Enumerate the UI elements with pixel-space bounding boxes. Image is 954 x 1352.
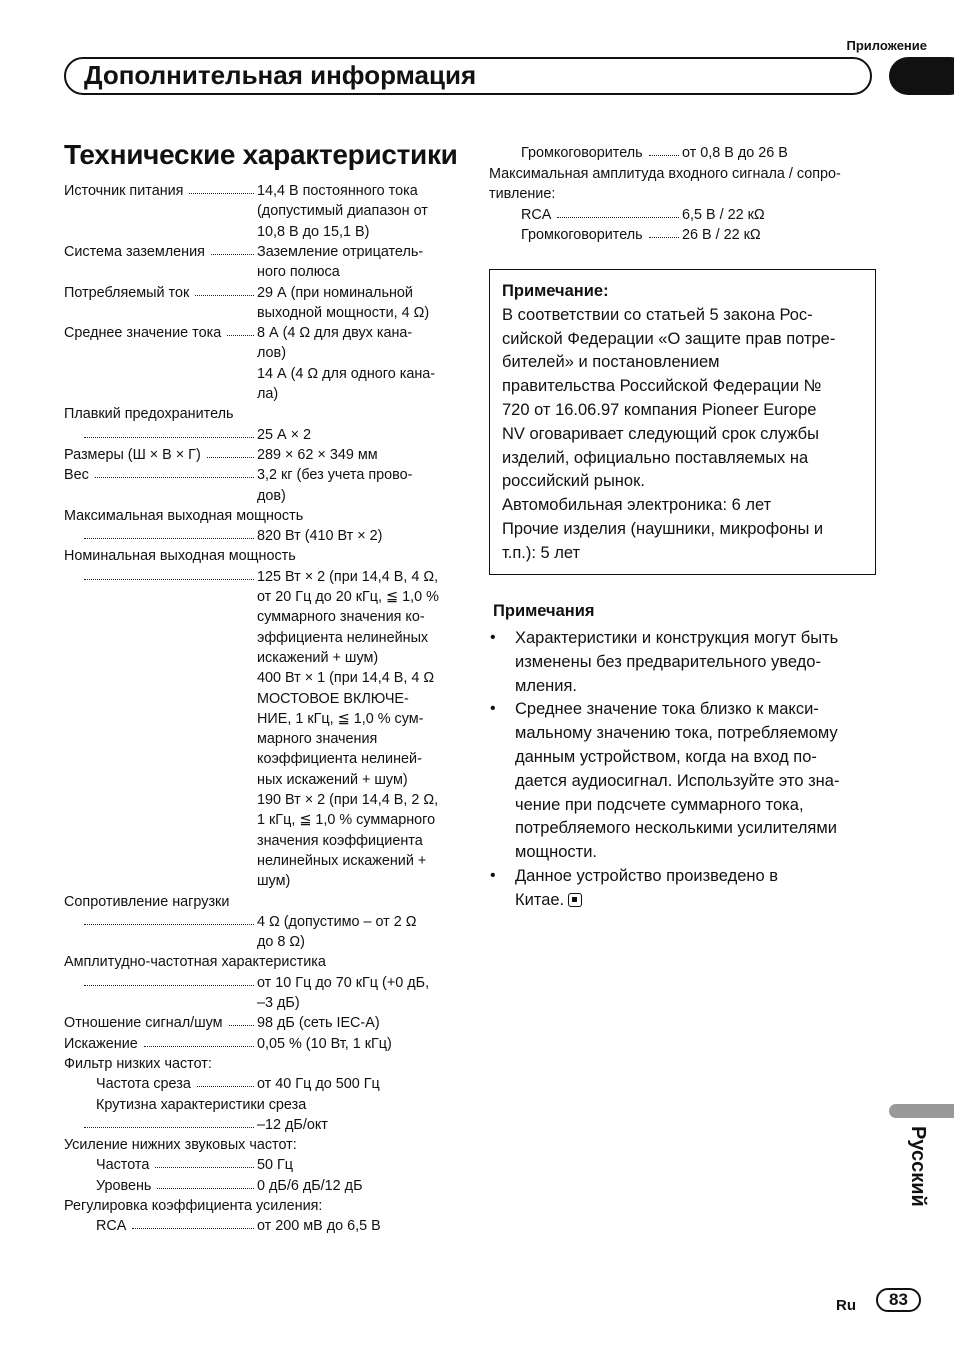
spec-value: 8 А (4 Ω для двух кана- xyxy=(257,325,413,342)
bullet-marker: • xyxy=(490,867,496,884)
spec-row xyxy=(0,993,954,1013)
leader-dots xyxy=(197,1086,254,1087)
spec-label: Уровень xyxy=(96,1177,152,1194)
spec-value: 10,8 В до 15,1 В) xyxy=(257,223,370,240)
bullet-item xyxy=(515,865,875,913)
spec-label: Среднее значение тока xyxy=(64,325,222,342)
note-text xyxy=(502,304,864,566)
specifications-title: Технические характеристики xyxy=(64,139,458,170)
note-line: т.п.): 5 лет xyxy=(502,543,581,562)
bullet-marker: • xyxy=(490,629,496,646)
bullet-item xyxy=(515,627,875,698)
spec-value: до 8 Ω) xyxy=(257,934,305,951)
spec-value: 4 Ω (допустимо – от 2 Ω xyxy=(257,913,417,930)
leader-dots xyxy=(84,924,254,925)
spec-label: Громкоговоритель xyxy=(521,145,643,161)
spec-label: Амплитудно-частотная характеристика xyxy=(64,954,326,971)
bullet-line: мощности. xyxy=(515,843,597,862)
note-line: сийской Федерации «О защите прав потре- xyxy=(502,329,836,348)
leader-dots xyxy=(95,477,254,478)
spec-value: МОСТОВОЕ ВКЛЮЧЕ- xyxy=(257,690,409,707)
spec-label: Частота среза xyxy=(96,1076,191,1093)
spec-value: 820 Вт (410 Вт × 2) xyxy=(257,528,383,545)
spec-row xyxy=(0,587,954,607)
note-line: российский рынок. xyxy=(502,472,645,491)
spec-label: Система заземления xyxy=(64,243,205,260)
spec-value: 29 А (при номинальной xyxy=(257,284,413,301)
note-line: Автомобильная электроника: 6 лет xyxy=(502,496,772,515)
spec-label: RCA xyxy=(521,206,552,223)
spec-label: Максимальная выходная мощность xyxy=(64,507,304,524)
spec-row xyxy=(0,1115,954,1135)
spec-value: дов) xyxy=(257,487,286,504)
spec-value: 289 × 62 × 349 мм xyxy=(257,446,378,463)
leader-dots xyxy=(195,295,254,296)
spec-value: 1 кГц, ≦ 1,0 % суммарного xyxy=(257,812,436,829)
spec-value: 26 В / 22 кΩ xyxy=(682,227,761,243)
bullet-line: Данное устройство произведено в xyxy=(515,867,779,885)
spec-label: Отношение сигнал/шум xyxy=(64,1015,223,1032)
bullet-line: Среднее значение тока близко к макси- xyxy=(515,700,819,719)
spec-row xyxy=(0,1216,954,1236)
spec-row xyxy=(0,143,954,163)
note-line: правительства Российской Федерации № xyxy=(502,377,822,396)
spec-value: –12 дБ/окт xyxy=(257,1116,328,1133)
spec-value: от 200 мВ до 6,5 В xyxy=(257,1218,381,1235)
note-line: В соответствии со статьей 5 закона Рос- xyxy=(502,305,813,324)
spec-value: коэффициента нелиней- xyxy=(257,751,422,768)
spec-value: 125 Вт × 2 (при 14,4 В, 4 Ω, xyxy=(257,568,439,585)
bullet-item xyxy=(515,698,875,865)
bullet-marker: • xyxy=(490,700,496,718)
spec-value: 400 Вт × 1 (при 14,4 В, 4 Ω xyxy=(257,670,435,687)
leader-dots xyxy=(157,1188,254,1189)
spec-value: ных искажений + шум) xyxy=(257,771,408,788)
spec-row xyxy=(0,1054,954,1074)
bullet-line: изменены без предварительного уведо- xyxy=(515,652,821,671)
leader-dots xyxy=(229,1025,254,1026)
spec-label: Громкоговоритель xyxy=(521,227,643,243)
spec-row xyxy=(0,1196,954,1216)
spec-value: 0,05 % (10 Вт, 1 кГц) xyxy=(257,1035,392,1052)
spec-label: Источник питания xyxy=(64,183,184,199)
language-code: Ru xyxy=(836,1297,856,1314)
leader-dots xyxy=(211,254,254,255)
spec-value: Заземление отрицатель- xyxy=(257,243,424,260)
spec-value: значения коэффициента xyxy=(257,832,423,849)
spec-value: от 40 Гц до 500 Гц xyxy=(257,1076,380,1093)
spec-row xyxy=(0,1013,954,1033)
spec-label: Регулировка коэффициента усиления: xyxy=(64,1198,323,1214)
page-number: 83 xyxy=(876,1288,921,1312)
leader-dots xyxy=(84,1127,254,1128)
spec-value: выходной мощности, 4 Ω) xyxy=(257,304,430,321)
spec-label: Искажение xyxy=(64,1035,138,1052)
spec-label: Сопротивление нагрузки xyxy=(64,893,230,910)
spec-label: Плавкий предохранитель xyxy=(64,406,234,423)
spec-value: ла) xyxy=(257,386,279,402)
spec-row xyxy=(0,607,954,627)
spec-label: RCA xyxy=(96,1218,127,1235)
spec-row xyxy=(0,225,954,245)
leader-dots xyxy=(84,579,254,580)
spec-value: –3 дБ) xyxy=(257,995,300,1011)
spec-value: искажений + шум) xyxy=(257,649,379,666)
spec-row xyxy=(0,164,954,184)
spec-row xyxy=(0,952,954,972)
language-tab-marker xyxy=(889,1104,954,1118)
spec-label: Фильтр низких частот: xyxy=(64,1055,212,1072)
spec-value: лов) xyxy=(257,345,286,362)
bullet-line: дается аудиосигнал. Используйте это зна- xyxy=(515,771,840,790)
bullet-line: мления. xyxy=(515,676,577,695)
spec-label: Максимальная амплитуда входного сигнала / сопро- xyxy=(489,165,841,182)
spec-value: нелинейных искажений + xyxy=(257,852,427,869)
leader-dots xyxy=(649,237,679,238)
spec-row xyxy=(0,1074,954,1094)
leader-dots xyxy=(132,1228,254,1229)
bullet-line: Китае. xyxy=(515,890,565,909)
leader-dots xyxy=(557,217,679,218)
spec-label: Размеры (Ш × В × Г) xyxy=(64,446,201,463)
spec-label: Частота xyxy=(96,1157,150,1174)
note-content xyxy=(502,280,864,566)
spec-value: от 0,8 В до 26 В xyxy=(682,145,788,161)
spec-row xyxy=(0,973,954,993)
leader-dots xyxy=(84,538,254,539)
spec-value: 14,4 В постоянного тока xyxy=(257,183,418,199)
leader-dots xyxy=(84,437,254,438)
spec-label: Усиление нижних звуковых частот: xyxy=(64,1137,297,1154)
spec-row xyxy=(0,1135,954,1155)
bullet-line: Характеристики и конструкция могут быть xyxy=(515,629,839,647)
leader-dots xyxy=(207,457,254,458)
spec-row xyxy=(0,1176,954,1196)
spec-label: Вес xyxy=(64,467,89,484)
spec-row xyxy=(0,1034,954,1054)
spec-row xyxy=(0,184,954,204)
spec-value: 6,5 В / 22 кΩ xyxy=(682,206,765,223)
note-line: Прочие изделия (наушники, микрофоны и xyxy=(502,519,824,538)
bullet-line-wrap xyxy=(515,889,875,913)
notes-heading: Примечания xyxy=(493,602,595,620)
spec-row xyxy=(0,1155,954,1175)
spec-value: 3,2 кг (без учета прово- xyxy=(257,467,413,484)
leader-dots xyxy=(649,155,679,156)
spec-value: эффициента нелинейных xyxy=(257,629,429,646)
bullet-line: потребляемого несколькими усилителями xyxy=(515,819,837,838)
language-label: Русский xyxy=(907,1126,929,1207)
note-line: бителей» и постановлением xyxy=(502,353,720,372)
leader-dots xyxy=(155,1167,254,1168)
note-line: изделий, официально поставляемых на xyxy=(502,448,809,467)
leader-dots xyxy=(84,985,254,986)
spec-label: Номинальная выходная мощность xyxy=(64,548,296,565)
spec-value: от 10 Гц до 70 кГц (+0 дБ, xyxy=(257,974,430,991)
spec-row xyxy=(0,912,954,932)
spec-value: ного полюса xyxy=(257,264,340,281)
spec-label: Потребляемый ток xyxy=(64,284,190,301)
spec-value: (допустимый диапазон от xyxy=(257,203,428,220)
spec-value: суммарного значения ко- xyxy=(257,609,425,626)
spec-row xyxy=(0,932,954,952)
bullet-line: чение при подсчете суммарного тока, xyxy=(515,795,804,814)
section-tab-marker xyxy=(889,57,954,95)
leader-dots xyxy=(144,1046,254,1047)
spec-row xyxy=(0,1095,954,1115)
page-header-title: Дополнительная информация xyxy=(84,60,477,90)
spec-value: НИЕ, 1 кГц, ≦ 1,0 % сум- xyxy=(257,710,424,727)
spec-label: Крутизна характеристики среза xyxy=(96,1096,307,1113)
spec-value: марного значения xyxy=(257,731,378,748)
note-line: 720 от 16.06.97 компания Pioneer Europe xyxy=(502,400,817,419)
section-label: Приложение xyxy=(846,38,927,53)
spec-row xyxy=(0,205,954,225)
end-of-section-icon xyxy=(568,893,582,907)
spec-value: 190 Вт × 2 (при 14,4 В, 2 Ω, xyxy=(257,792,439,808)
spec-value: 0 дБ/6 дБ/12 дБ xyxy=(257,1177,363,1194)
spec-value: 50 Гц xyxy=(257,1157,294,1174)
spec-value: 25 А × 2 xyxy=(257,426,312,443)
spec-value: от 20 Гц до 20 кГц, ≦ 1,0 % xyxy=(257,589,439,605)
bullet-line: мальному значению тока, потребляемому xyxy=(515,724,838,743)
note-title: Примечание: xyxy=(502,282,609,300)
leader-dots xyxy=(227,335,254,336)
spec-value: шум) xyxy=(257,873,291,890)
bullet-line: данным устройством, когда на вход по- xyxy=(515,747,817,766)
note-line: NV оговаривает следующий срок службы xyxy=(502,424,819,443)
spec-value: 14 А (4 Ω для одного кана- xyxy=(257,365,436,382)
spec-value: 98 дБ (сеть IEC-A) xyxy=(257,1015,380,1032)
spec-label: тивление: xyxy=(489,186,556,202)
